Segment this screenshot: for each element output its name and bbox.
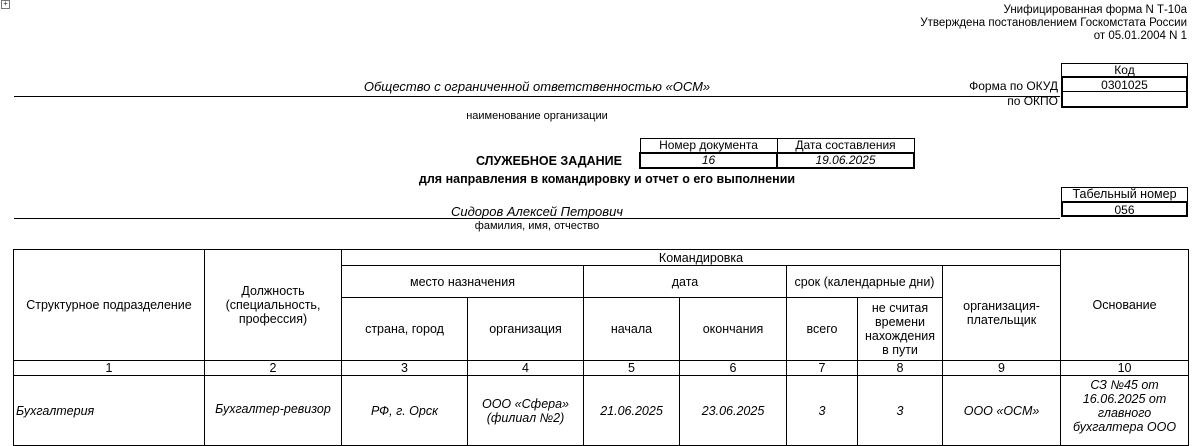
form-header (787, 4, 1187, 43)
cell-basis: СЗ №45 от 16.06.2025 от главного бухгалтера ООО (1061, 376, 1189, 446)
col-total-header: всего (787, 298, 858, 361)
okpo-label: по ОКПО (1007, 94, 1058, 108)
form-approval-date: от 05.01.2004 N 1 (1093, 30, 1187, 42)
tab-number-label: Табельный номер (1061, 187, 1188, 202)
column-number-row (14, 361, 1189, 376)
cell-excl-travel-days: 3 (858, 376, 943, 446)
cell-city: РФ, г. Орск (342, 376, 468, 446)
col-end-header: окончания (680, 298, 787, 361)
doc-number-label: Номер документа (640, 139, 777, 154)
col-number: 2 (205, 361, 342, 376)
doc-date-value: 19.06.2025 (777, 153, 914, 168)
document-subtitle: для направления в командировку и отчет о его выполнении (418, 172, 796, 186)
organization-caption: наименование организации (466, 110, 608, 122)
code-header: Код (1061, 63, 1188, 77)
cell-total-days: 3 (787, 376, 858, 446)
col-destination-header: место назначения (342, 266, 584, 298)
doc-number-value: 16 (640, 153, 777, 168)
col-number: 6 (680, 361, 787, 376)
col-org-header: организация (468, 298, 584, 361)
col-number: 5 (584, 361, 680, 376)
doc-date-label: Дата составления (777, 139, 914, 154)
col-date-header: дата (584, 266, 787, 298)
table-row (14, 376, 1189, 446)
okud-value: 0301025 (1061, 76, 1188, 92)
col-number: 7 (787, 361, 858, 376)
employee-name: Сидоров Алексей Петрович (450, 204, 624, 219)
tab-number-value: 056 (1061, 201, 1188, 217)
employee-caption: фамилия, имя, отчество (474, 220, 600, 232)
document-info-table (639, 138, 915, 169)
form-name: Унифицированная форма N Т-10а (1003, 4, 1187, 16)
cell-end-date: 23.06.2025 (680, 376, 787, 446)
col-number: 1 (14, 361, 205, 376)
organization-underline (14, 96, 1060, 97)
cell-department: Бухгалтерия (14, 376, 205, 446)
okpo-value (1061, 91, 1188, 108)
cell-organization: ООО «Сфера» (филиал №2) (468, 376, 584, 446)
okud-label: Форма по ОКУД (969, 79, 1058, 93)
cell-payer: ООО «ОСМ» (943, 376, 1061, 446)
col-number: 10 (1061, 361, 1189, 376)
document-title: СЛУЖЕБНОЕ ЗАДАНИЕ (475, 154, 622, 168)
assignment-table (13, 249, 1189, 446)
col-term-header: срок (календарные дни) (787, 266, 943, 298)
col-basis-header: Основание (1061, 250, 1189, 361)
col-number: 8 (858, 361, 943, 376)
col-struct-header: Структурное подразделение (14, 250, 205, 361)
employee-underline (14, 218, 1060, 219)
col-start-header: начала (584, 298, 680, 361)
organization-name: Общество с ограниченной ответственностью «ОСМ» (363, 79, 711, 94)
col-position-header: Должность (специальность, профессия) (205, 250, 342, 361)
col-number: 3 (342, 361, 468, 376)
expand-icon[interactable]: + (1, 0, 10, 9)
col-excl-travel-header: не считая времени нахождения в пути (858, 298, 943, 361)
col-number: 4 (468, 361, 584, 376)
col-city-header: страна, город (342, 298, 468, 361)
form-approval: Утверждена постановлением Госкомстата России (920, 17, 1187, 29)
col-payer-header: организация-плательщик (943, 266, 1061, 361)
cell-position: Бухгалтер-ревизор (205, 376, 342, 446)
cell-start-date: 21.06.2025 (584, 376, 680, 446)
col-trip-header: Командировка (342, 250, 1061, 266)
col-number: 9 (943, 361, 1061, 376)
